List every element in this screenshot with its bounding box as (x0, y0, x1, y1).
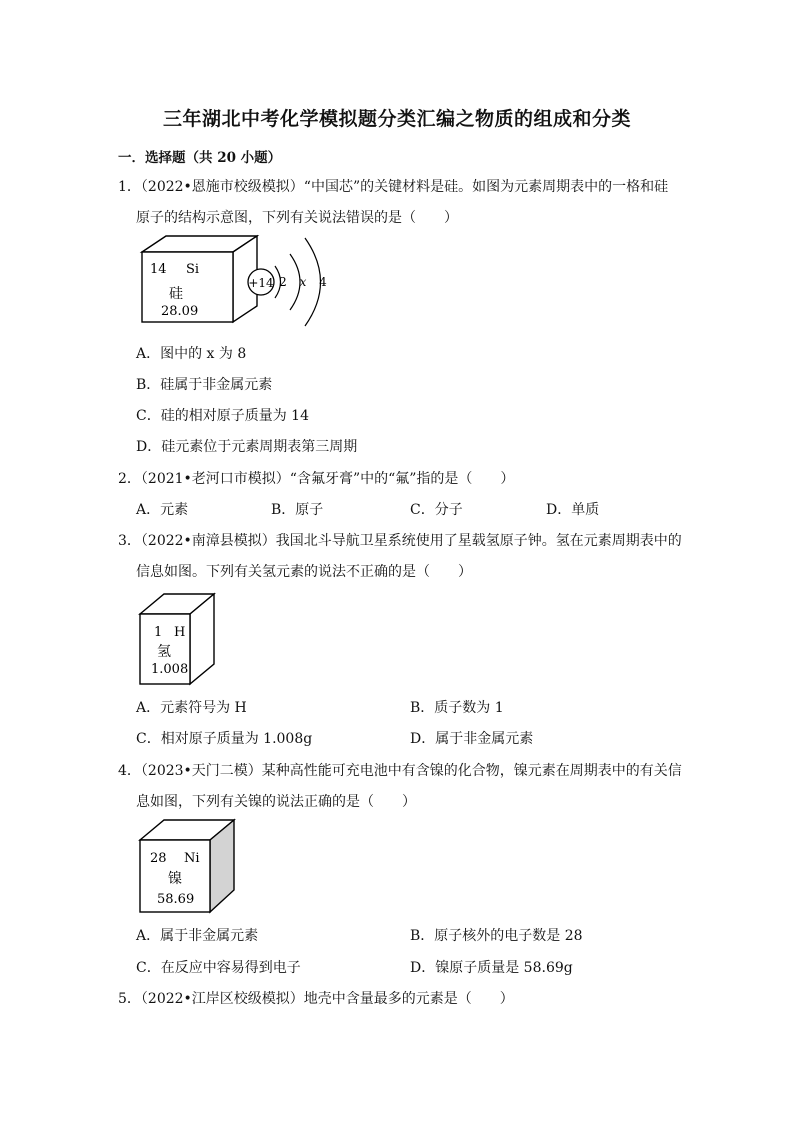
question-1-line-2: 原子的结构示意图，下列有关说法错误的是（ ） (136, 210, 458, 226)
q1-option-a: A．图中的 x 为 8 (136, 346, 247, 362)
h-symbol: H (174, 625, 186, 640)
q3-option-c: C．相对原子质量为 1.008g (136, 731, 313, 747)
question-1-line-1: 1．（2022•恩施市校级模拟）“中国芯”的关键材料是硅。如图为元素周期表中的一格和硅 (118, 179, 669, 195)
si-symbol: Si (186, 262, 200, 277)
question-4-line-2: 息如图，下列有关镍的说法正确的是（ ） (136, 794, 416, 810)
silicon-figure (136, 230, 346, 330)
si-mass: 28.09 (161, 304, 199, 319)
h-atomic-number: 1 (154, 625, 163, 640)
q4-option-b: B．原子核外的电子数是 28 (410, 928, 583, 944)
hydrogen-figure (136, 590, 256, 690)
question-3-line-1: 3．（2022•南漳县模拟）我国北斗导航卫星系统使用了星载氢原子钟。氢在元素周期表中的 (118, 533, 682, 549)
q1-option-b: B．硅属于非金属元素 (136, 377, 273, 393)
q3-option-a: A．元素符号为 H (136, 700, 247, 716)
nucleus-charge: +14 (248, 276, 274, 290)
q4-option-c: C．在反应中容易得到电子 (136, 960, 301, 976)
question-4-line-1: 4．（2023•天门二模）某种高性能可充电池中有含镍的化合物，镍元素在周期表中的有关信 (118, 763, 682, 779)
q4-option-d: D．镍原子质量是 58.69g (410, 960, 573, 976)
question-2-line-1: 2．（2021•老河口市模拟）“含氟牙膏”中的“氟”指的是（ ） (118, 471, 515, 487)
h-mass: 1.008 (151, 662, 189, 677)
shell-3-electrons: 4 (319, 275, 327, 289)
question-3-line-2: 信息如图。下列有关氢元素的说法不正确的是（ ） (136, 564, 472, 580)
q1-option-d: D．硅元素位于元素周期表第三周期 (136, 439, 358, 455)
q3-option-d: D．属于非金属元素 (410, 731, 534, 747)
section-heading: 一．选择题（共 20 小题） (118, 150, 282, 166)
page-title: 三年湖北中考化学模拟题分类汇编之物质的组成和分类 (162, 108, 631, 130)
q4-option-a: A．属于非金属元素 (136, 928, 259, 944)
q2-option-b: B．原子 (271, 502, 324, 518)
q2-option-d: D．单质 (546, 502, 600, 518)
si-name: 硅 (169, 286, 183, 302)
ni-mass: 58.69 (157, 892, 195, 907)
q3-option-b: B．质子数为 1 (410, 700, 504, 716)
q2-option-c: C．分子 (410, 502, 463, 518)
h-name: 氢 (157, 644, 171, 660)
ni-symbol: Ni (184, 851, 200, 866)
si-atomic-number: 14 (150, 262, 167, 277)
q1-option-c: C．硅的相对原子质量为 14 (136, 408, 309, 424)
nickel-figure (136, 816, 256, 918)
question-5-line-1: 5．（2022•江岸区校级模拟）地壳中含量最多的元素是（ ） (118, 991, 514, 1007)
q2-option-a: A．元素 (136, 502, 189, 518)
ni-atomic-number: 28 (150, 851, 167, 866)
ni-name: 镍 (168, 871, 182, 887)
shell-1-electrons: 2 (279, 275, 287, 289)
shell-2-electrons: x (299, 275, 307, 289)
